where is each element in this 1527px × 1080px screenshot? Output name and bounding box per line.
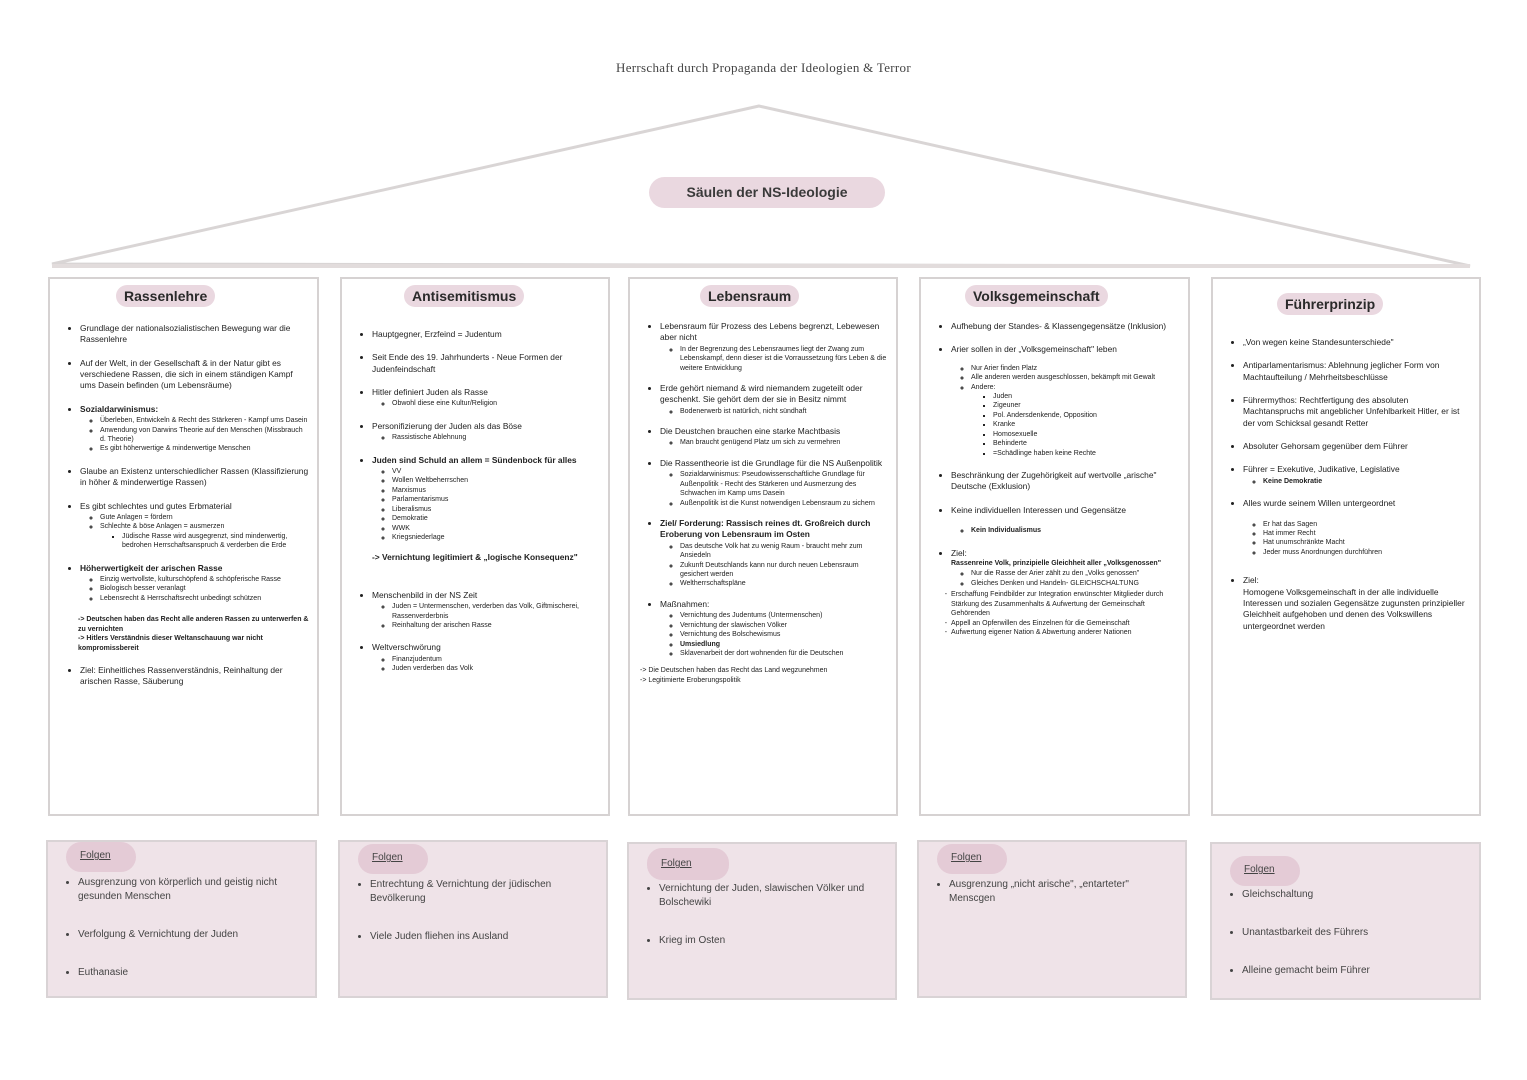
list-item: • Grundlage der nationalsozialistischen Bewegung war die Rassenlehre bbox=[80, 323, 309, 346]
list-item: ▪ Zigeuner bbox=[993, 401, 1180, 410]
note: -> Hitlers Verständnis dieser Weltanschauung war nicht kompromissbereit bbox=[78, 635, 263, 652]
list-item: • Führermythos: Rechtfertigung des absoluten Machtanspruchs mit angeblicher Unfehlbarkeit Hitler, er ist der vom Schicksal gesandt Retter bbox=[1243, 395, 1471, 429]
list-item: ▪ Juden bbox=[993, 392, 1180, 401]
list-item: ◦ Gute Anlagen = fördern bbox=[100, 513, 309, 522]
list-item: • Die Deustchen brauchen eine starke Machtbasis ◦ Man braucht genügend Platz um sich zu vermehren bbox=[660, 426, 888, 448]
list-item: ◦ Weltherrschaftspläne bbox=[680, 579, 888, 588]
list-item: • Euthanasie bbox=[78, 966, 305, 980]
list-item: • Arier sollen in der „Volksgemeinschaft" leben ◦ Nur Arier finden Platz ◦ Alle anderen werden ausgeschlossen, bekämpft mit Gewalt ◦ Andere: ▪ Juden ▪ Zigeuner ▪ Pol. Andersdenkende, Opposition ▪ Kranke ▪ Homosexuelle ▪ Behinderte ▪ =Schädlinge haben keine Rechte bbox=[951, 344, 1180, 458]
list-item: ◦ Umsiedlung bbox=[680, 640, 888, 649]
list-item: ◦ Bodenerwerb ist natürlich, nicht sündhaft bbox=[680, 407, 888, 416]
list-item: ◦ Vernichtung des Judentums (Untermenschen) bbox=[680, 611, 888, 620]
list-item: ▪ Kranke bbox=[993, 420, 1180, 429]
list-item: ◦ Kein Individualismus bbox=[971, 526, 1180, 535]
list-item: ◦ Das deutsche Volk hat zu wenig Raum - braucht mehr zum Ansiedeln bbox=[680, 542, 888, 561]
list-item: • Antiparlamentarismus: Ablehnung jeglicher Form von Machtaufteilung / Mehrheitsbeschlüsse bbox=[1243, 360, 1471, 383]
list-item: ◦ Wollen Weltbeherrschen bbox=[392, 476, 600, 485]
list-item: ◦ Anwendung von Darwins Theorie auf den Menschen (Missbrauch d. Theorie) bbox=[100, 426, 309, 445]
list-item: ◦ Hat immer Recht bbox=[1263, 529, 1471, 538]
pillar-lebensraum bbox=[628, 277, 898, 816]
list-item: ◦ Vernichtung der slawischen Völker bbox=[680, 621, 888, 630]
pillar-title: Lebensraum bbox=[700, 285, 799, 307]
list-item: ◦ Parlamentarismus bbox=[392, 495, 600, 504]
list-item: • Hauptgegner, Erzfeind = Judentum bbox=[372, 329, 600, 340]
list-item: • Die Rassentheorie ist die Grundlage für die NS Außenpolitik ◦ Sozialdarwinismus: Pseudowissenschaftliche Grundlage für Außenpolitik - Recht des Stärkeren und Ausmerzung des Schwachen im Kamp ums Dasein ◦ Außenpolitik ist die Kunst notwendigen Lebensraum zu sichern bbox=[660, 458, 888, 508]
list-item: ◦ Gleiches Denken und Handeln- GLEICHSCHALTUNG bbox=[971, 579, 1180, 588]
list-item: ◦ Er hat das Sagen bbox=[1263, 520, 1471, 529]
pillar-rassenlehre bbox=[48, 277, 319, 816]
list-item: ◦ Alle anderen werden ausgeschlossen, bekämpft mit Gewalt bbox=[971, 373, 1180, 382]
list-item: • Viele Juden fliehen ins Ausland bbox=[370, 930, 596, 944]
folgen-box-rassenlehre bbox=[46, 840, 317, 998]
list-item: ◦ Schlechte & böse Anlagen = ausmerzen ▪ Jüdische Rasse wird ausgegrenzt, sind minderwertig, bedrohen Herrschaftsanspruch & verderben die Erde bbox=[100, 522, 309, 550]
list-item: ◦ Reinhaltung der arischen Rasse bbox=[392, 621, 600, 630]
list-item: • Ausgrenzung „nicht arische", „entarteter" Menscgen bbox=[949, 878, 1175, 906]
list-item: • „Von wegen keine Standesunterschiede" bbox=[1243, 337, 1471, 348]
list-item: • Führer = Exekutive, Judikative, Legislative ◦ Keine Demokratie bbox=[1243, 464, 1471, 486]
list-item: • Ziel/ Forderung: Rassisch reines dt. Großreich durch Eroberung von Lebensraum im Osten ◦ Das deutsche Volk hat zu wenig Raum - braucht mehr zum Ansiedeln ◦ Zukunft Deutschlands kann nur durch neuen Lebensraum gesichert werden ◦ Weltherrschaftspläne bbox=[660, 518, 888, 589]
list-item: ◦ Überleben, Entwickeln & Recht des Stärkeren - Kampf ums Dasein bbox=[100, 416, 309, 425]
list-item: • Juden sind Schuld an allem = Sündenbock für alles ◦ VV ◦ Wollen Weltbeherrschen ◦ Marxismus ◦ Parlamentarismus ◦ Liberalismus ◦ Demokratie ◦ WWK ◦ Kriegsniederlage -> Vernichtung legitimiert & „logische Konsequenz" bbox=[372, 455, 600, 564]
list-item: ◦ In der Begrenzung des Lebensraumes liegt der Zwang zum Lebenskampf, denn dieser ist die Vorraussetzung fürs Leben & die weitere Entwicklung bbox=[680, 345, 888, 373]
folgen-label: Folgen bbox=[647, 848, 729, 880]
note: -> Die Deutschen haben das Recht das Land wegzunehmen bbox=[640, 667, 828, 675]
list-item: ▪ Behinderte bbox=[993, 439, 1180, 448]
list-item: ▪ Jüdische Rasse wird ausgegrenzt, sind minderwertig, bedrohen Herrschaftsanspruch & verderben die Erde bbox=[122, 532, 309, 551]
folgen-label: Folgen bbox=[358, 844, 428, 874]
list-item: ◦ Marxismus bbox=[392, 486, 600, 495]
list-item: ◦ Finanzjudentum bbox=[392, 655, 600, 664]
list-item: • Gleichschaltung bbox=[1242, 888, 1469, 902]
list-item: - Erschaffung Feindbilder zur Integration erwünschter Mitglieder durch Stärkung des Zusammenhalts & Aufwertung der Gemeinschaft Gehörenden bbox=[951, 590, 1180, 618]
list-item: • Höherwertigkeit der arischen Rasse ◦ Einzig wertvollste, kulturschöpfend & schöpferische Rasse ◦ Biologisch besser veranlagt ◦ Lebensrecht & Herrschaftsrecht unbedingt schützen -> Deutschen haben das Recht alle anderen Rassen zu unterwerfen & zu vernichten -> Hitlers Verständnis dieser Weltanschauung war nicht kompromissbereit bbox=[80, 563, 309, 653]
list-item: ◦ Obwohl diese eine Kultur/Religion bbox=[392, 399, 600, 408]
list-item: • Beschränkung der Zugehörigkeit auf wertvolle „arische" Deutsche (Exklusion) bbox=[951, 470, 1180, 493]
list-item: ◦ Demokratie bbox=[392, 514, 600, 523]
list-item: • Ziel: Homogene Volksgemeinschaft in der alle individuelle Interessen und sozialen Gegensätze zugunsten prinzipieller Gleichheit aufgehoben und denen des Volkswillens untergeordnet werden bbox=[1243, 575, 1471, 632]
list-item: • Hitler definiert Juden als Rasse ◦ Obwohl diese eine Kultur/Religion bbox=[372, 387, 600, 409]
page-title: Herrschaft durch Propaganda der Ideologien & Terror bbox=[616, 60, 911, 75]
pillar-title: Antisemitismus bbox=[404, 285, 524, 307]
list-item: • Glaube an Existenz unterschiedlicher Rassen (Klassifizierung in höher & minderwertige Rassen) bbox=[80, 466, 309, 489]
list-item: ▪ Homosexuelle bbox=[993, 430, 1180, 439]
list-item: ◦ Lebensrecht & Herrschaftsrecht unbedingt schützen bbox=[100, 594, 309, 603]
pillar-title: Rassenlehre bbox=[116, 285, 215, 307]
list-item: ◦ Biologisch besser veranlagt bbox=[100, 584, 309, 593]
list-item: - Appell an Opferwillen des Einzelnen für die Gemeinschaft bbox=[951, 619, 1180, 628]
roof-label: Säulen der NS-Ideologie bbox=[649, 177, 885, 208]
list-item: ◦ Sozialdarwinismus: Pseudowissenschaftliche Grundlage für Außenpolitik - Recht des Stärkeren und Ausmerzung des Schwachen im Kamp ums Dasein bbox=[680, 470, 888, 498]
list-item: • Keine individuellen Interessen und Gegensätze ◦ Kein Individualismus bbox=[951, 505, 1180, 536]
goal-text: Homogene Volksgemeinschaft in der alle individuelle Interessen und sozialen Gegensätze zugunsten prinzipieller Gleichheit aufgehoben und denen des Volkswillens untergeordnet werden bbox=[1243, 586, 1465, 631]
folgen-box-volksgemeinschaft bbox=[917, 840, 1187, 998]
pillar-volksgemeinschaft bbox=[919, 277, 1190, 816]
list-item: • Vernichtung der Juden, slawischen Völker und Bolschewiki bbox=[659, 882, 885, 910]
pillar-fuehrerprinzip bbox=[1211, 277, 1481, 816]
list-item: • Weltverschwörung ◦ Finanzjudentum ◦ Juden verderben das Volk bbox=[372, 642, 600, 673]
list-item: • Alleine gemacht beim Führer bbox=[1242, 964, 1469, 978]
list-item: • Personifizierung der Juden als das Böse ◦ Rassistische Ablehnung bbox=[372, 421, 600, 443]
folgen-box-lebensraum bbox=[627, 842, 897, 1000]
list-item: • Aufhebung der Standes- & Klassengegensätze (Inklusion) bbox=[951, 321, 1180, 332]
list-item: ◦ Jeder muss Anordnungen durchführen bbox=[1263, 548, 1471, 557]
list-item: ◦ Juden = Untermenschen, verderben das Volk, Giftmischerei, Rassenverderbnis bbox=[392, 602, 600, 621]
list-item: ▪ Pol. Andersdenkende, Opposition bbox=[993, 411, 1180, 420]
list-item: ▪ =Schädlinge haben keine Rechte bbox=[993, 449, 1180, 458]
list-item: • Unantastbarkeit des Führers bbox=[1242, 926, 1469, 940]
list-item: • Entrechtung & Vernichtung der jüdischen Bevölkerung bbox=[370, 878, 596, 906]
list-item: ◦ Keine Demokratie bbox=[1263, 477, 1471, 486]
list-item: ◦ Liberalismus bbox=[392, 505, 600, 514]
pillar-title: Führerprinzip bbox=[1277, 293, 1383, 315]
folgen-box-antisemitismus bbox=[338, 840, 608, 998]
list-item: ◦ Außenpolitik ist die Kunst notwendigen Lebensraum zu sichern bbox=[680, 499, 888, 508]
list-item: • Verfolgung & Vernichtung der Juden bbox=[78, 928, 305, 942]
folgen-box-fuehrerprinzip bbox=[1210, 842, 1481, 1000]
list-item: • Menschenbild in der NS Zeit ◦ Juden = Untermenschen, verderben das Volk, Giftmischerei, Rassenverderbnis ◦ Reinhaltung der arischen Rasse bbox=[372, 590, 600, 631]
list-item: ◦ Man braucht genügend Platz um sich zu vermehren bbox=[680, 438, 888, 447]
list-item: • Absoluter Gehorsam gegenüber dem Führer bbox=[1243, 441, 1471, 452]
pillar-antisemitismus bbox=[340, 277, 610, 816]
list-item: ◦ Juden verderben das Volk bbox=[392, 664, 600, 673]
list-item: • Ziel: Einheitliches Rassenverständnis, Reinhaltung der arischen Rasse, Säuberung bbox=[80, 665, 309, 688]
list-item: ◦ Es gibt höherwertige & minderwertige Menschen bbox=[100, 444, 309, 453]
list-item: • Sozialdarwinismus: ◦ Überleben, Entwickeln & Recht des Stärkeren - Kampf ums Dasein ◦ Anwendung von Darwins Theorie auf den Menschen (Missbrauch d. Theorie) ◦ Es gibt höherwertige & minderwertige Menschen bbox=[80, 404, 309, 454]
list-item: ◦ Vernichtung des Bolschewismus bbox=[680, 630, 888, 639]
list-item: - Aufwertung eigener Nation & Abwertung anderer Nationen bbox=[951, 628, 1180, 637]
list-item: • Maßnahmen: ◦ Vernichtung des Judentums (Untermenschen) ◦ Vernichtung der slawischen Völker ◦ Vernichtung des Bolschewismus ◦ Umsiedlung ◦ Sklavenarbeit der dort wohnenden für die Deutschen bbox=[660, 599, 888, 659]
list-item: ◦ Sklavenarbeit der dort wohnenden für die Deutschen bbox=[680, 649, 888, 658]
goal-text: Rassenreine Volk, prinzipielle Gleichheit aller „Volksgenossen" bbox=[951, 559, 1162, 567]
list-item: ◦ Nur Arier finden Platz bbox=[971, 364, 1180, 373]
pillar-title: Volksgemeinschaft bbox=[965, 285, 1108, 307]
folgen-label: Folgen bbox=[937, 844, 1007, 874]
list-item: ◦ Kriegsniederlage bbox=[392, 533, 600, 542]
list-item: ◦ Zukunft Deutschlands kann nur durch neuen Lebensraum gesichert werden bbox=[680, 561, 888, 580]
list-item: ◦ Rassistische Ablehnung bbox=[392, 433, 600, 442]
list-item: ◦ Einzig wertvollste, kulturschöpfend & schöpferische Rasse bbox=[100, 575, 309, 584]
list-item: • Ziel: Rassenreine Volk, prinzipielle Gleichheit aller „Volksgenossen" ◦ Nur die Rasse der Arier zählt zu den „Volks genossen" ◦ Gleiches Denken und Handeln- GLEICHSCHALTUNG bbox=[951, 548, 1180, 589]
list-item: ◦ Nur die Rasse der Arier zählt zu den „Volks genossen" bbox=[971, 569, 1180, 578]
note: -> Legitimierte Eroberungspolitik bbox=[640, 676, 741, 684]
list-item: ◦ WWK bbox=[392, 524, 600, 533]
list-item: • Erde gehört niemand & wird niemandem zugeteilt oder geschenkt. Sie gehört dem der sie in Besitz nimmt ◦ Bodenerwerb ist natürlich, nicht sündhaft bbox=[660, 383, 888, 416]
list-item: ◦ Andere: ▪ Juden ▪ Zigeuner ▪ Pol. Andersdenkende, Opposition ▪ Kranke ▪ Homosexuelle ▪ Behinderte ▪ =Schädlinge haben keine Rechte bbox=[971, 383, 1180, 459]
folgen-label: Folgen bbox=[66, 842, 136, 872]
list-item: • Alles wurde seinem Willen untergeordnet ◦ Er hat das Sagen ◦ Hat immer Recht ◦ Hat unumschränkte Macht ◦ Jeder muss Anordnungen durchführen bbox=[1243, 498, 1471, 557]
list-item: ◦ VV bbox=[392, 467, 600, 476]
list-item: • Krieg im Osten bbox=[659, 934, 885, 948]
list-item: • Lebensraum für Prozess des Lebens begrenzt, Lebewesen aber nicht ◦ In der Begrenzung des Lebensraumes liegt der Zwang zum Lebenskampf, denn dieser ist die Vorraussetzung fürs Leben & die weitere Entwicklung bbox=[660, 321, 888, 373]
folgen-label: Folgen bbox=[1230, 856, 1300, 886]
list-item: • Es gibt schlechtes und gutes Erbmaterial ◦ Gute Anlagen = fördern ◦ Schlechte & böse Anlagen = ausmerzen ▪ Jüdische Rasse wird ausgegrenzt, sind minderwertig, bedrohen Herrschaftsanspruch & verderben die Erde bbox=[80, 501, 309, 551]
list-item: • Ausgrenzung von körperlich und geistig nicht gesunden Menschen bbox=[78, 876, 305, 904]
note: -> Vernichtung legitimiert & „logische Konsequenz" bbox=[372, 552, 578, 563]
list-item: • Auf der Welt, in der Gesellschaft & in der Natur gibt es verschiedene Rassen, die sich in einem ständigen Kampf ums Dasein befinden (um Lebensräume) bbox=[80, 358, 309, 392]
list-item: ◦ Hat unumschränkte Macht bbox=[1263, 538, 1471, 547]
note: -> Deutschen haben das Recht alle anderen Rassen zu unterwerfen & zu vernichten bbox=[78, 616, 309, 633]
list-item: • Seit Ende des 19. Jahrhunderts - Neue Formen der Judenfeindschaft bbox=[372, 352, 600, 375]
roof-outline bbox=[0, 0, 1527, 280]
